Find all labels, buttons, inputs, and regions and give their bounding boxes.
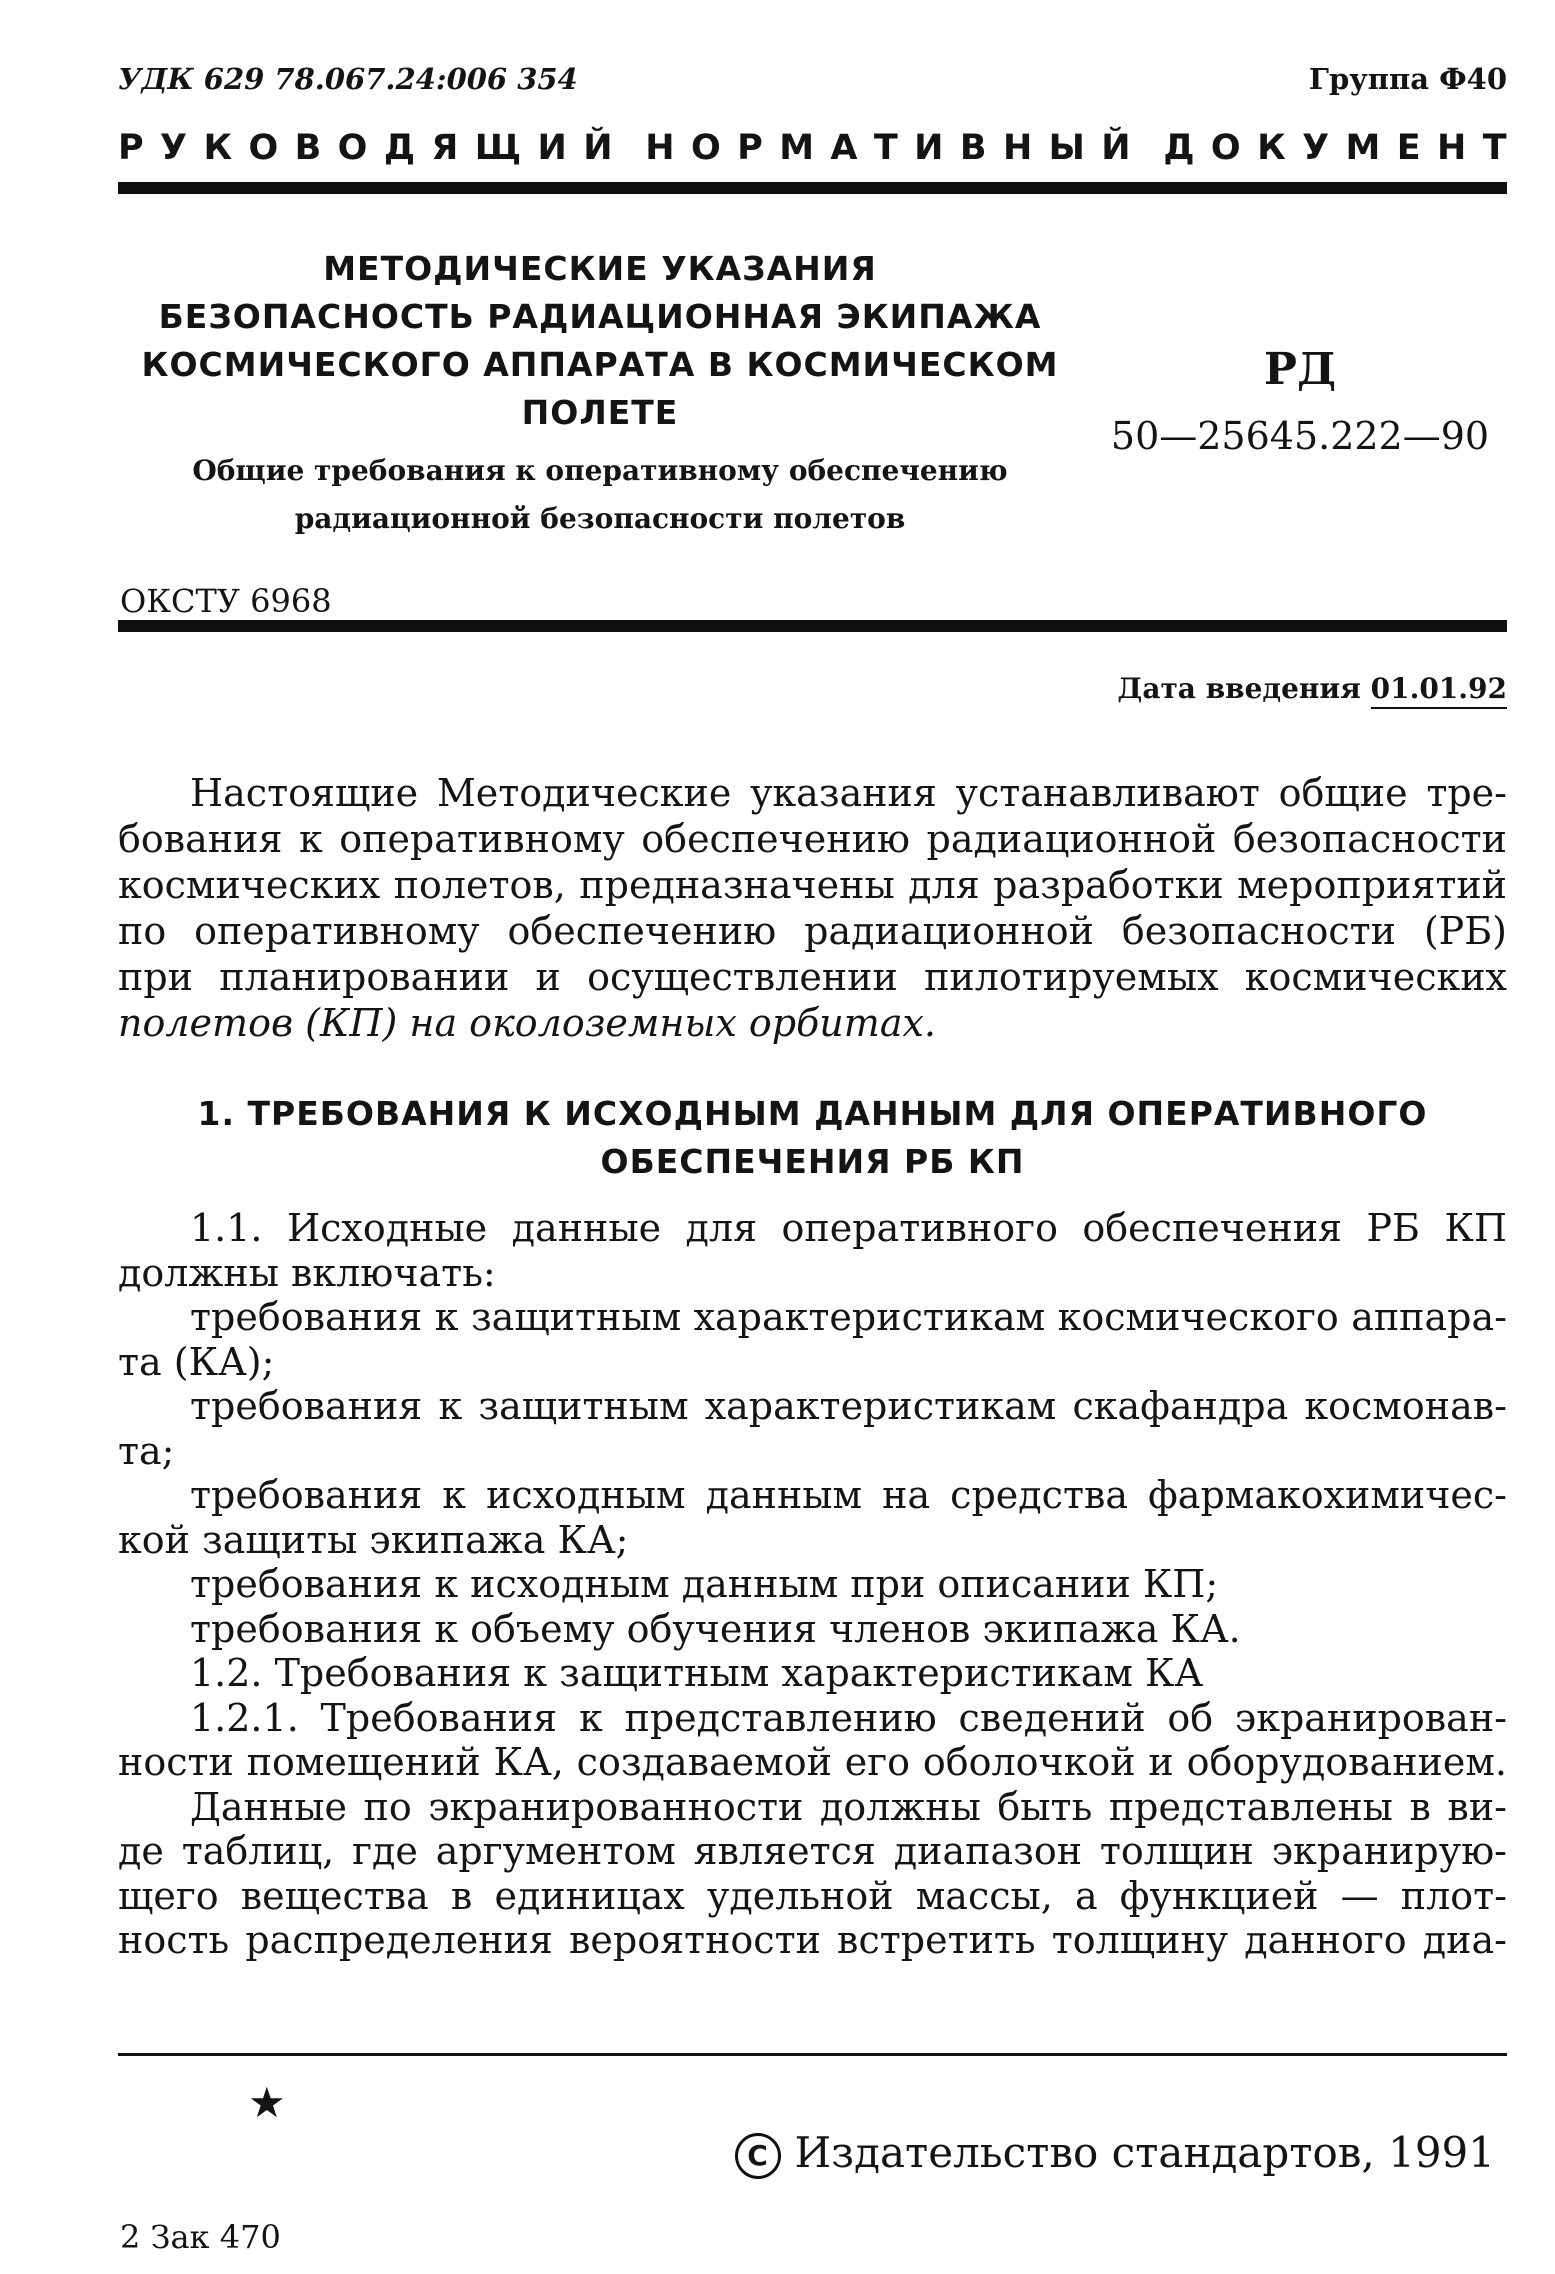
doc-type-letter: Д — [383, 128, 415, 168]
doc-type-letter: Н — [1437, 128, 1467, 168]
paragraph-line: 1.1. Исходные данные для оперативного обеспечения РБ КП — [190, 1206, 1507, 1250]
introduction-date — [1117, 672, 1507, 705]
doc-type-letter: Д — [1163, 128, 1195, 168]
paragraph-line: Настоящие Методические указания устанавливают общие тре- — [190, 771, 1507, 815]
doc-type-letter: Н — [645, 128, 675, 168]
subtitle — [130, 447, 1070, 543]
paragraph-line: щего вещества в единицах удельной массы, а функцией — плот- — [118, 1873, 1507, 1918]
document-code — [1095, 340, 1505, 464]
paragraph-line: космических полетов, предназначены для разработки мероприятий — [118, 863, 1507, 907]
doc-type-letter: О — [337, 128, 368, 168]
footer-divider — [118, 2053, 1507, 2056]
doc-type-letter: А — [830, 128, 858, 168]
section-1-body — [118, 1206, 1507, 1963]
paragraph-line: требования к защитным характеристикам космического аппара- — [190, 1295, 1507, 1339]
paragraph-line: та; — [118, 1428, 175, 1473]
doc-type-letter: И — [914, 128, 944, 168]
doc-type-letter: Е — [1396, 128, 1421, 168]
udk-code: УДК 629 78.067.24:006 354 — [118, 62, 578, 96]
paragraph-line: 1.2. Требования к защитным характеристикам КА — [190, 1651, 1204, 1695]
doc-type-letter: Р — [118, 128, 144, 168]
paragraph-line: требования к исходным данным при описании КП; — [190, 1562, 1219, 1606]
introduction-date-value: 01.01.92 — [1371, 672, 1507, 709]
section-heading-line: ОБЕСПЕЧЕНИЯ РБ КП — [600, 1142, 1025, 1181]
star-icon: ★ — [248, 2078, 286, 2127]
publisher-line — [735, 2128, 1495, 2179]
title-line: МЕТОДИЧЕСКИЕ УКАЗАНИЯ — [323, 249, 877, 288]
paragraph-line: требования к объему обучения членов экипажа КА. — [190, 1606, 1241, 1651]
paragraph-line: требования к защитным характеристикам скафандра космонав- — [190, 1384, 1507, 1428]
doc-type-letter: У — [1302, 128, 1330, 168]
paragraph-line: де таблиц, где аргументом является диапазон толщин экранирую- — [118, 1829, 1507, 1873]
doc-type-letter: В — [959, 128, 987, 168]
document-code-number: 50—25645.222—90 — [1110, 414, 1490, 458]
subtitle-line: Общие требования к оперативному обеспечению — [192, 454, 1008, 487]
paragraph-line: по оперативному обеспечению радиационной безопасности (РБ) — [118, 909, 1507, 953]
group-code: Группа Ф40 — [1308, 62, 1507, 96]
paragraph-line: бования к оперативному обеспечению радиационной безопасности — [118, 817, 1507, 861]
paragraph-line: 1.2.1. Требования к представлению сведений об экранирован- — [190, 1695, 1507, 1740]
doc-type-letter: У — [160, 128, 188, 168]
title-divider — [118, 620, 1507, 632]
paragraph-line: ность распределения вероятности встретить толщину данного диа- — [118, 1918, 1507, 1962]
document-title — [130, 245, 1070, 543]
introduction-date-label: Дата введения — [1117, 672, 1361, 705]
doc-type-letter: В — [294, 128, 322, 168]
paragraph-line: кой защиты экипажа КА; — [118, 1517, 629, 1562]
paragraph-line: та (КА); — [118, 1339, 275, 1384]
title-line: КОСМИЧЕСКОГО АППАРАТА В КОСМИЧЕСКОМ — [141, 345, 1059, 384]
order-number: 2 Зак 470 — [120, 2218, 281, 2256]
header-divider — [118, 182, 1507, 194]
doc-type-letter: Т — [1482, 128, 1507, 168]
document-code-label: РД — [1263, 344, 1337, 395]
paragraph-line: должны включать: — [118, 1250, 496, 1295]
section-1-heading — [118, 1090, 1507, 1186]
doc-type-letter: Щ — [474, 128, 522, 168]
intro-paragraph — [118, 770, 1507, 1046]
doc-type-letter: И — [537, 128, 567, 168]
okstu-code: ОКСТУ 6968 — [120, 582, 332, 620]
doc-type-letter: Т — [873, 128, 898, 168]
copyright-icon: C — [735, 2133, 781, 2179]
title-line: БЕЗОПАСНОСТЬ РАДИАЦИОННАЯ ЭКИПАЖА — [158, 297, 1042, 336]
subtitle-line: радиационной безопасности полетов — [294, 502, 906, 535]
title-line: ПОЛЕТЕ — [521, 393, 679, 432]
doc-type-letter: Й — [583, 128, 613, 168]
doc-type-letter: К — [1257, 128, 1286, 168]
paragraph-line: требования к исходным данным на средства фармакохимичес- — [190, 1473, 1507, 1517]
doc-type-letter: Ы — [1048, 128, 1085, 168]
publisher-text: Издательство стандартов, 1991 — [794, 2128, 1495, 2177]
document-type-heading — [118, 128, 1507, 168]
doc-type-letter: К — [203, 128, 233, 168]
doc-type-letter: Й — [1101, 128, 1131, 168]
paragraph-line: при планировании и осуществлении пилотируемых космических — [118, 955, 1507, 999]
doc-type-letter: О — [690, 128, 721, 168]
doc-type-letter: Н — [1002, 128, 1033, 168]
paragraph-line: ности помещений КА, создаваемой его оболочкой и оборудованием. — [118, 1740, 1507, 1784]
section-heading-line: 1. ТРЕБОВАНИЯ К ИСХОДНЫМ ДАННЫМ ДЛЯ ОПЕРАТИВНОГО — [197, 1094, 1428, 1133]
paragraph-line: Данные по экранированности должны быть представлены в ви- — [190, 1784, 1507, 1829]
paragraph-line: полетов (КП) на околоземных орбитах. — [118, 1001, 936, 1045]
doc-type-letter: Я — [431, 128, 459, 168]
doc-type-letter: Р — [737, 128, 763, 168]
doc-type-letter: М — [779, 128, 815, 168]
doc-type-letter: О — [248, 128, 279, 168]
doc-type-letter: О — [1210, 128, 1241, 168]
doc-type-letter: М — [1345, 128, 1381, 168]
